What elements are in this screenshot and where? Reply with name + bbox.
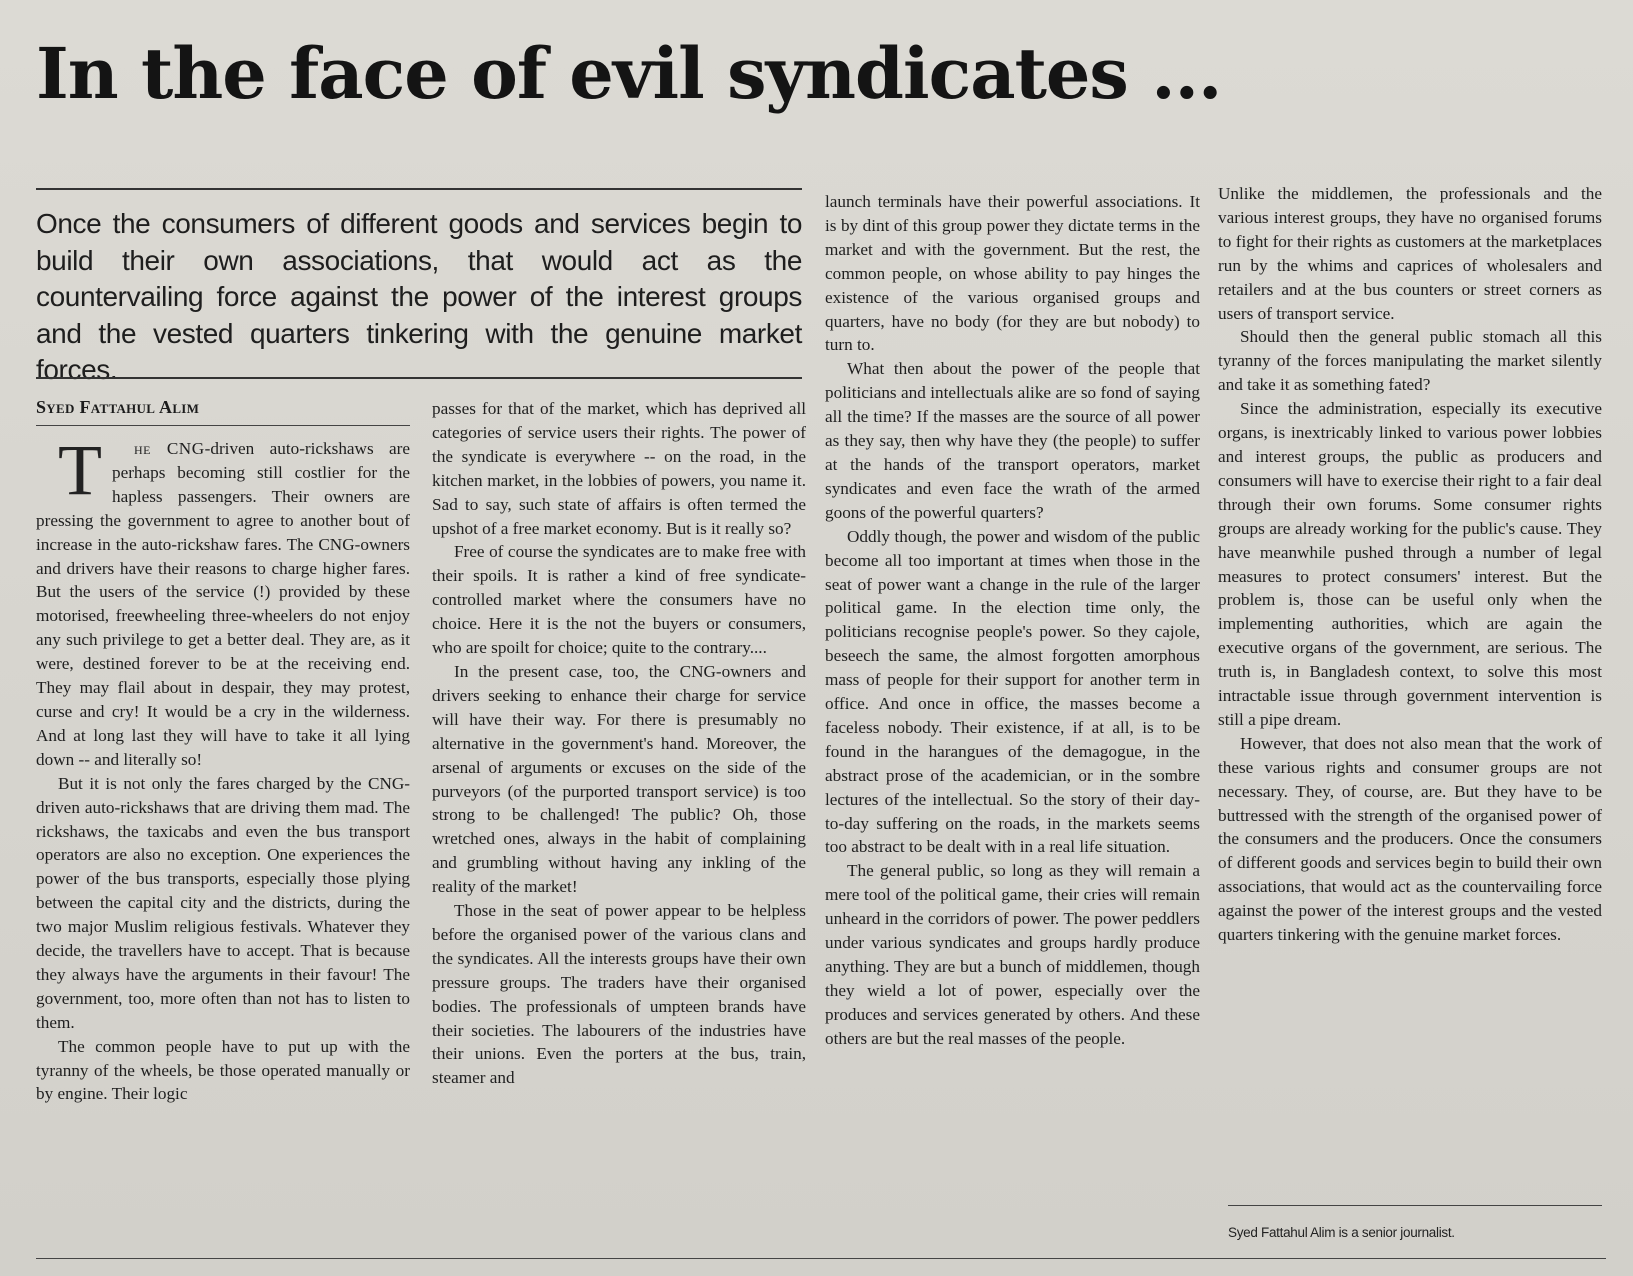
paragraph: Should then the general public stomach all this tyranny of the forces manipulating the market silently and take it as something fated?	[1218, 327, 1602, 395]
lead-paragraph	[36, 430, 410, 772]
page-bottom-rule	[36, 1258, 1606, 1259]
byline: Syed Fattahul Alim	[36, 397, 200, 417]
drop-cap: T	[58, 430, 102, 510]
column-3	[825, 190, 1200, 1051]
paragraph: The general public, so long as they will remain a mere tool of the political game, their cries will remain unheard in the corridors of power. The power peddlers under various syndicates and groups hardly produce anything. They are but a bunch of middlemen, though they wield a lot of power, especially over the produces and services generated by others. And these others are but the real masses of the people.	[825, 861, 1200, 1048]
paragraph: Free of course the syndicates are to make free with their spoils. It is rather a kind of free syndicate-controlled market where the consumers have no choice. Here it is the not the buyers or consumers, who are spoilt for choice; quite to the contrary....	[432, 542, 806, 658]
author-note-rule	[1228, 1205, 1602, 1206]
pull-quote: Once the consumers of different goods and services begin to build their own associations, that would act as the countervailing force against the power of the interest groups and the vested quarters tinkering with the genuine market forces.	[36, 208, 802, 385]
paragraph: In the present case, too, the CNG-owners and drivers seeking to enhance their charge for service will have their way. For there is presumably no alternative in the government's hand. Moreover, the arsenal of arguments or excuses on the side of the purveyors (of the purported transport service) is too strong to be challenged! The public? Oh, those wretched ones, always in the habit of complaining and grumbling without having any inkling of the reality of the market!	[432, 661, 806, 897]
paragraph: Since the administration, especially its executive organs, is inextricably linked to various power lobbies and interest groups, the public as producers and consumers will have to exercise their right to a fair deal through their own forums. Some consumer rights groups are already working for the public's cause. They have meanwhile pushed through a number of legal measures to protect consumers' interest. But the problem is, those can be useful only when the implementing authorities, which are again the executive organs of the government, are serious. The truth is, in Bangladesh context, to solve this most intractable issue through government intervention is still a pipe dream.	[1218, 399, 1602, 729]
paragraph: What then about the power of the people that politicians and intellectuals alike are so fond of saying all the time? If the masses are the source of all power as they say, then why have they (the people) to suffer at the hands of the transport operators, market syndicates and even face the wrath of the armed goons of the powerful quarters?	[825, 359, 1200, 522]
lead-small-caps: he CNG	[133, 439, 205, 458]
column-1	[36, 430, 410, 1106]
paragraph: However, that does not also mean that the work of these various rights and consumer groups are not necessary. They, of course, are. But they have to be buttressed with the strength of the organised power of the consumers and the producers. Once the consumers of different goods and services begin to build their own associations, that would act as the countervailing force against the power of the interest groups and the vested quarters tinkering with the genuine market forces.	[1218, 733, 1602, 945]
column-2	[432, 397, 806, 1090]
paragraph: launch terminals have their powerful associations. It is by dint of this group power they dictate terms in the market and with the government. But the rest, the common people, on whose ability to pay hinges the existence of the various organised groups and quarters, have no body (for they are but nobody) to turn to.	[825, 192, 1200, 355]
column-4	[1218, 182, 1602, 947]
paragraph: But it is not only the fares charged by the CNG-driven auto-rickshaws that are driving them mad. The rickshaws, the taxicabs and even the bus transport operators are also no exception. One experiences the power of the bus transports, especially those plying between the capital city and the districts, during the two major Muslim religious festivals. Whatever they decide, the travellers have to accept. That is because they always have the arguments in their favour! The government, too, more often than not has to listen to them.	[36, 773, 410, 1032]
paragraph: Unlike the middlemen, the professionals and the various interest groups, they have no organised forums to fight for their rights as customers at the marketplaces run by the whims and caprices of wholesalers and retailers and at the bus counters or street corners as users of transport service.	[1218, 184, 1602, 323]
paragraph: Those in the seat of power appear to be helpless before the organised power of the various clans and the syndicates. All the interests groups have their own pressure groups. The traders have their organised bodies. The professionals of umpteen brands have their societies. The labourers of the industries have their unions. Even the porters at the bus, train, steamer and	[432, 901, 806, 1088]
byline-rule	[36, 425, 410, 426]
pullquote-bottom-rule	[36, 377, 802, 379]
pullquote-top-rule	[36, 188, 802, 190]
paragraph: Oddly though, the power and wisdom of the public become all too important at times when those in the seat of power want a change in the rule of the larger political game. In the election time only, the politicians recognise people's power. So they cajole, beseech the same, the almost forgotten amorphous mass of people for their support for another term in office. And once in office, the masses become a faceless nobody. Their existence, if at all, is to be found in the harangues of the demagogue, in the abstract prose of the academician, or in the sombre lectures of the intellectual. So the story of their day-to-day suffering on the roads, in the markets seems too abstract to be dealt with in a real life situation.	[825, 526, 1200, 857]
lead-paragraph-text: -driven auto-rickshaws are perhaps becoming still costlier for the hapless passengers. Their owners are pressing the government to agree to another bout of increase in the auto-rickshaw fares. The CNG-owners and drivers have their reasons to charge higher fares. But the users of the service (!) provided by these motorised, freewheeling three-wheelers do not enjoy any such privilege to get a better deal. They are, as it were, destined forever to be at the receiving end. They may flail about in despair, they may protest, curse and cry! It would be a cry in the wilderness. And at long last they will have to take it all lying down -- and literally so!	[36, 439, 410, 769]
paragraph: passes for that of the market, which has deprived all categories of service users their rights. The power of the syndicate is everywhere -- on the road, in the kitchen market, in the lobbies of powers, you name it. Sad to say, such state of affairs is often termed the upshot of a free market economy. But is it really so?	[432, 399, 806, 538]
headline: In the face of evil syndicates ...	[36, 32, 1222, 115]
paragraph: The common people have to put up with the tyranny of the wheels, be those operated manually or by engine. Their logic	[36, 1036, 410, 1104]
author-note: Syed Fattahul Alim is a senior journalist.	[1228, 1225, 1455, 1240]
